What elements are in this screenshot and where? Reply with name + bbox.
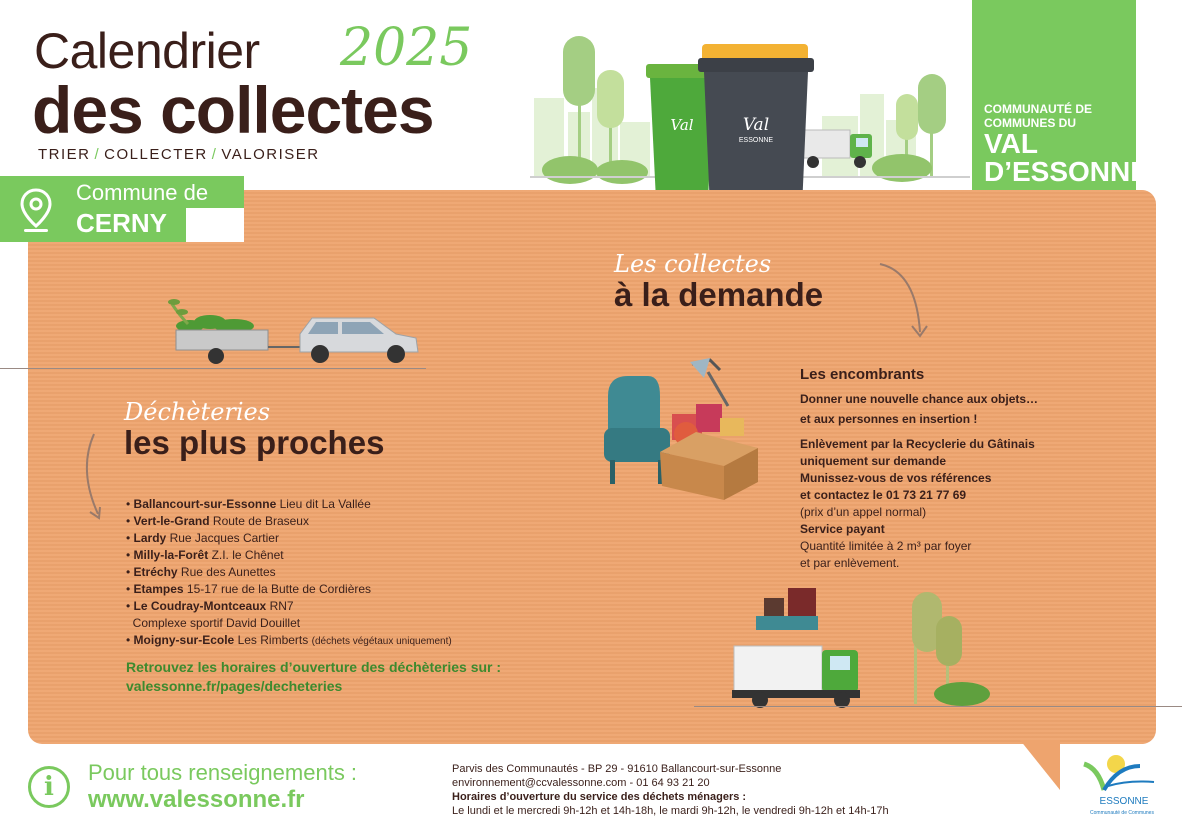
decheteries-link-url[interactable]: valessonne.fr/pages/decheteries: [126, 678, 343, 694]
encombrants-line: Enlèvement par la Recyclerie du Gâtinais: [800, 437, 1035, 451]
list-item: • Moigny-sur-Ecole Les Rimberts (déchets végétaux uniquement): [126, 633, 452, 647]
banner-subtitle: COMMUNAUTÉ DE COMMUNES DU: [984, 102, 1092, 130]
encombrants-body: [800, 436, 1035, 572]
curved-arrow-icon: [76, 430, 106, 522]
curved-arrow-icon: [876, 258, 936, 340]
encombrants-line: (prix d’un appel normal): [800, 505, 927, 519]
list-item: • Lardy Rue Jacques Cartier: [126, 531, 279, 545]
encombrants-line: Munissez-vous de vos références: [800, 471, 992, 485]
tagline: TRIER / COLLECTER / VALORISER: [38, 146, 320, 163]
encombrants-illustration: [600, 356, 770, 506]
list-item: • Etampes 15-17 rue de la Butte de Cordières: [126, 582, 372, 596]
encombrants-line: uniquement sur demande: [800, 454, 947, 468]
list-item: • Ballancourt-sur-Essonne Lieu dit La Vallée: [126, 497, 371, 511]
decheteries-link[interactable]: [126, 658, 501, 696]
decheteries-title: les plus proches: [124, 424, 385, 461]
encombrants-line: et contactez le 01 73 21 77 69: [800, 488, 967, 502]
title-line-1: Calendrier: [34, 23, 260, 79]
footer-hours: Le lundi et le mercredi 9h-12h et 14h-18h, le mardi 9h-12h, le vendredi 9h-12h et 14h-17h: [452, 805, 889, 817]
tagline-item: TRIER: [38, 146, 91, 163]
banner-title: VAL D’ESSONNE: [984, 128, 1149, 187]
footer-label: Pour tous renseignements :: [88, 760, 358, 785]
logo-subtext: Communauté de Communes: [1090, 810, 1154, 816]
commune-name: [76, 208, 167, 239]
demande-script: Les collectes: [614, 250, 772, 278]
logo-text: ESSONNE: [1099, 796, 1149, 807]
footer-contact[interactable]: environnement@ccvalessonne.com - 01 64 93 21 20: [452, 777, 710, 789]
commune-stripe: [186, 208, 244, 242]
road-line: [694, 706, 1182, 707]
footer-hours-title: Horaires d’ouverture du service des déchets ménagers :: [452, 791, 747, 803]
list-item: • Le Coudray-Montceaux RN7: [126, 599, 294, 613]
road-line: [0, 368, 426, 369]
decheteries-list: [126, 496, 546, 650]
panel-tail: [1020, 740, 1060, 790]
decheteries-script: Déchèteries: [124, 398, 271, 426]
encombrants-tagline: [800, 389, 1038, 429]
tagline-item: COLLECTER: [104, 146, 208, 163]
footer-website-link[interactable]: www.valessonne.fr: [88, 786, 305, 813]
collection-truck-illustration: [726, 586, 1026, 712]
encombrants-line: et par enlèvement.: [800, 556, 900, 570]
demande-title: à la demande: [614, 276, 824, 313]
encombrants-line: Service payant: [800, 522, 885, 536]
footer-contact-info: [452, 762, 889, 818]
commune-label: Commune de: [76, 180, 209, 205]
tagline-item: VALORISER: [221, 146, 320, 163]
encombrants-tag-2: et aux personnes en insertion !: [800, 412, 978, 426]
commune-name-text: CERNY: [76, 208, 168, 238]
encombrants-title: Les encombrants: [800, 366, 925, 383]
car-trailer-illustration: [160, 292, 430, 372]
list-item: • Etréchy Rue des Aunettes: [126, 565, 276, 579]
encombrants-line: Quantité limitée à 2 m³ par foyer: [800, 539, 972, 553]
list-item: Complexe sportif David Douillet: [132, 616, 301, 630]
val-essonne-logo: [1078, 752, 1162, 818]
list-item: • Vert-le-Grand Route de Braseux: [126, 514, 309, 528]
grey-bin-logo-sub: ESSONNE: [738, 137, 774, 144]
footer-address: Parvis des Communautés - BP 29 - 91610 Ballancourt-sur-Essonne: [452, 763, 782, 775]
location-pin-icon: [18, 186, 54, 234]
list-item: • Milly-la-Forêt Z.I. le Chênet: [126, 548, 284, 562]
decheteries-link-label: Retrouvez les horaires d’ouverture des déchèteries sur :: [126, 659, 502, 675]
encombrants-tag-1: Donner une nouvelle chance aux objets…: [800, 392, 1039, 406]
info-icon: i: [28, 766, 70, 808]
grey-bin-logo: Val: [742, 115, 770, 135]
title-line-2: des collectes: [32, 73, 434, 147]
green-bin-logo: Val: [670, 116, 694, 134]
title-year: 2025: [340, 18, 473, 78]
